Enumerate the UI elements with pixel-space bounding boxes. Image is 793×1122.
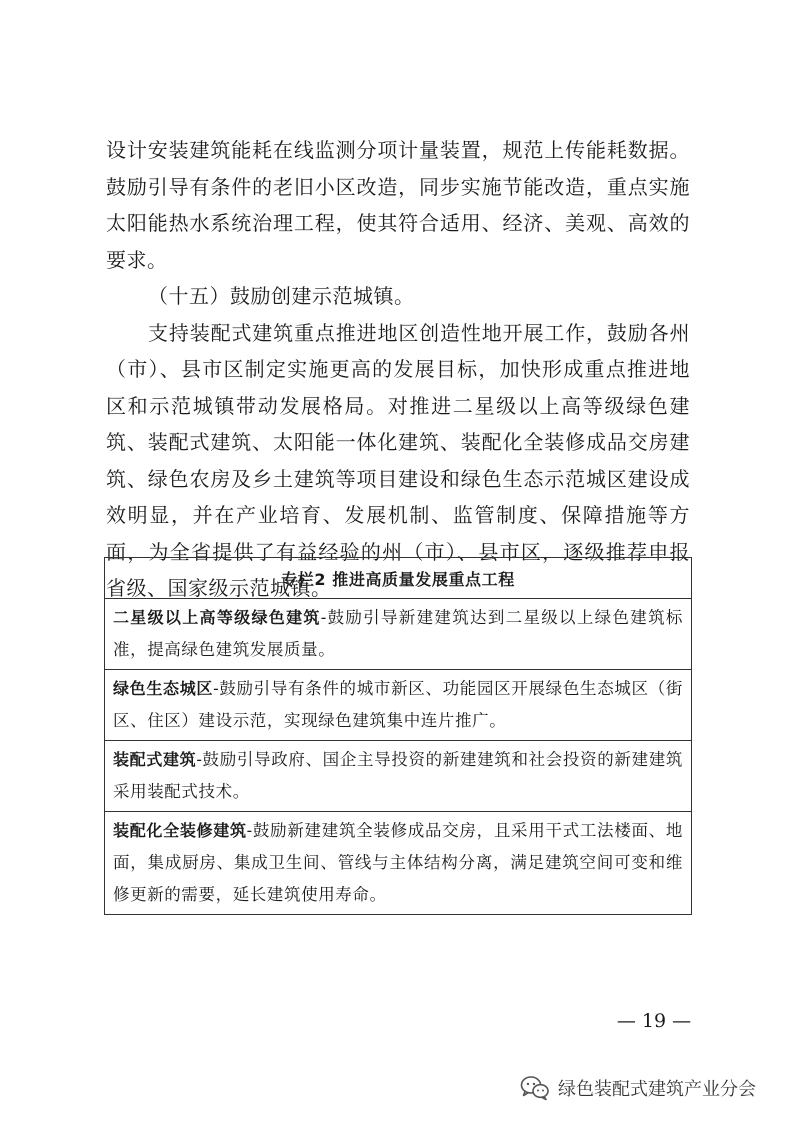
row-description: -鼓励引导政府、国企主导投资的新建建筑和社会投资的新建建筑采用装配式技术。 — [113, 750, 683, 801]
row-description: -鼓励引导有条件的城市新区、功能园区开展绿色生态城区（街区、住区）建设示范，实现绿色建筑集中连片推广。 — [113, 679, 683, 730]
panel-title: 专栏2 推进高质量发展重点工程 — [105, 558, 691, 599]
panel-row — [105, 599, 691, 670]
panel-row — [105, 741, 691, 812]
row-term: 装配化全装修建筑 — [113, 821, 247, 840]
row-term: 装配式建筑 — [113, 750, 197, 769]
row-description: -鼓励引导新建建筑达到二星级以上绿色建筑标准，提高绿色建筑发展质量。 — [113, 608, 683, 659]
row-term: 二星级以上高等级绿色建筑 — [113, 608, 321, 627]
section-heading: （十五）鼓励创建示范城镇。 — [148, 284, 415, 308]
page-number: — 19 — — [616, 1010, 692, 1032]
panel-row — [105, 670, 691, 741]
paragraph-demonstration-towns: 支持装配式建筑重点推进地区创造性地开展工作，鼓励各州（市）、县市区制定实施更高的发展目标，加快形成重点推进地区和示范城镇带动发展格局。对推进二星级以上高等级绿色建筑、装配式建筑、太阳能一体化建筑、装配化全装修成品交房建筑、绿色农房及乡土建筑等项目建设和绿色生态示范城区建设成效明显，并在产业培育、发展机制、监管制度、保障措施等方面，为全省提供了有益经验的州（市）、县市区，逐级推荐申报省级、国家级示范城镇。 — [106, 320, 690, 600]
row-term: 绿色生态城区 — [113, 679, 214, 698]
row-description: -鼓励新建建筑全装修成品交房，且采用干式工法楼面、地面，集成厨房、集成卫生间、管线与主体结构分离，满足建筑空间可变和维修更新的需要，延长建筑使用寿命。 — [113, 821, 683, 904]
panel-row — [105, 812, 691, 914]
body-text — [106, 132, 690, 607]
watermark — [520, 1068, 780, 1108]
wechat-icon — [520, 1075, 550, 1101]
paragraph-continued: 设计安装建筑能耗在线监测分项计量装置，规范上传能耗数据。鼓励引导有条件的老旧小区改造，同步实施节能改造，重点实施太阳能热水系统治理工程，使其符合适用、经济、美观、高效的要求。 — [106, 138, 690, 272]
watermark-text: 绿色装配式建筑产业分会 — [558, 1079, 756, 1100]
key-projects-panel — [104, 557, 692, 915]
